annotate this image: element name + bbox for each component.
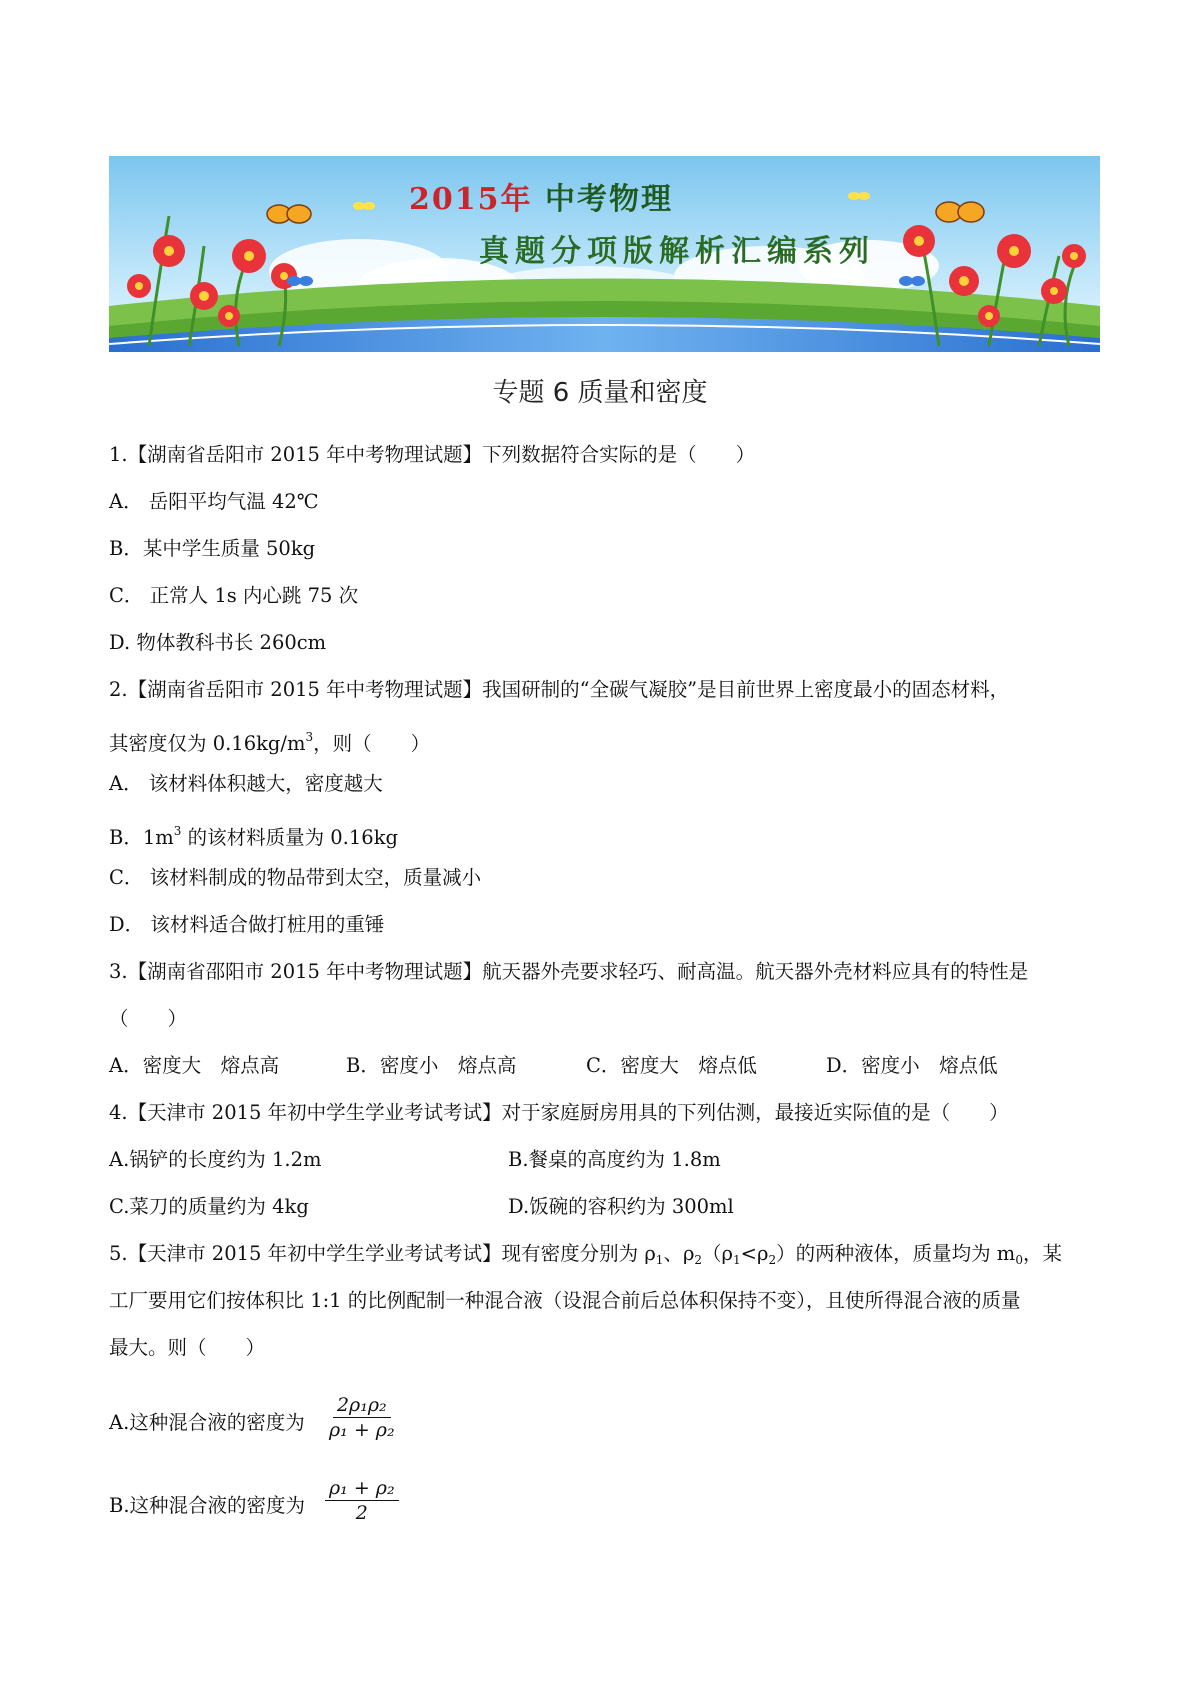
fraction-denominator: ρ₁ + ρ₂ — [329, 1419, 395, 1441]
subscript: 1 — [733, 1253, 741, 1267]
fraction-denominator: 2 — [355, 1502, 368, 1524]
q4-option-b: B.餐桌的高度约为 1.8m — [508, 1148, 721, 1171]
q3-option-a: A．密度大 熔点高 — [109, 1054, 280, 1077]
subscript: 0 — [1015, 1253, 1023, 1267]
q1-option-a: A． 岳阳平均气温 42℃ — [109, 490, 319, 513]
banner-title-line1 — [409, 174, 673, 218]
q5-option-b-label: B.这种混合液的密度为 — [109, 1494, 306, 1517]
q5-stem-part: 5.【天津市 2015 年初中学生学业考试考试】现有密度分别为 ρ — [109, 1242, 656, 1265]
q5-stem-part: 、ρ — [663, 1242, 695, 1265]
q5-stem-part: ）的两种液体，质量均为 m — [776, 1242, 1016, 1265]
q2-option-b-pre: B．1m — [109, 826, 174, 849]
q5-stem-part: ，某 — [1022, 1242, 1062, 1265]
q1-option-b: B．某中学生质量 50kg — [109, 537, 316, 560]
q5-stem-line1 — [109, 1241, 1062, 1273]
q2-stem-line2 — [109, 724, 430, 757]
q1-option-d: D. 物体教科书长 260cm — [109, 631, 327, 654]
q2-stem-exponent: 3 — [305, 730, 314, 744]
subscript: 2 — [694, 1253, 703, 1267]
banner-subject: 中考物理 — [532, 182, 673, 217]
subscript: 2 — [768, 1253, 777, 1267]
q5-stem-part: （ρ — [702, 1242, 734, 1265]
banner-title-line2: 真题分项版解析汇编系列 — [479, 234, 875, 269]
q3-option-d: D．密度小 熔点低 — [826, 1054, 998, 1077]
q2-option-b-post: 的该材料质量为 0.16kg — [181, 826, 398, 849]
q2-stem-end: ，则（ ） — [313, 732, 431, 755]
q2-option-b-exponent: 3 — [173, 824, 182, 838]
q3-option-b: B．密度小 熔点高 — [346, 1054, 517, 1077]
q4-option-a: A.锅铲的长度约为 1.2m — [109, 1148, 322, 1171]
q1-stem: 1.【湖南省岳阳市 2015 年中考物理试题】下列数据符合实际的是（ ） — [109, 443, 756, 466]
header-banner — [109, 156, 1100, 352]
q2-stem-line1: 2.【湖南省岳阳市 2015 年中考物理试题】我国研制的“全碳气凝胶”是目前世界上密度最小的固态材料， — [109, 678, 1010, 701]
q2-option-a: A． 该材料体积越大，密度越大 — [109, 772, 383, 795]
q5-option-b-fraction — [325, 1476, 399, 1525]
page-title: 专题 6 质量和密度 — [492, 378, 708, 408]
q5-option-a-fraction — [325, 1393, 399, 1442]
q2-stem-text: 其密度仅为 0.16kg/m — [109, 732, 306, 755]
q3-stem-line1: 3.【湖南省邵阳市 2015 年中考物理试题】航天器外壳要求轻巧、耐高温。航天器外壳材料应具有的特性是 — [109, 960, 1029, 983]
q5-option-a-label: A.这种混合液的密度为 — [109, 1411, 305, 1434]
q4-option-c: C.菜刀的质量约为 4kg — [109, 1195, 309, 1218]
banner-year: 2015年 — [409, 182, 533, 217]
q1-option-c: C． 正常人 1s 内心跳 75 次 — [109, 584, 359, 607]
subscript: 1 — [655, 1253, 664, 1267]
q4-option-d: D.饭碗的容积约为 300ml — [508, 1195, 734, 1218]
fraction-numerator: ρ₁ + ρ₂ — [325, 1476, 399, 1501]
q4-stem: 4.【天津市 2015 年初中学生学业考试考试】对于家庭厨房用具的下列估测，最接近实际值的是（ ） — [109, 1101, 1009, 1124]
q3-option-c: C．密度大 熔点低 — [586, 1054, 757, 1077]
q5-stem-line3: 最大。则（ ） — [109, 1336, 266, 1359]
q5-stem-part: <ρ — [740, 1242, 769, 1265]
q2-option-d: D． 该材料适合做打桩用的重锤 — [109, 913, 385, 936]
q2-option-c: C． 该材料制成的物品带到太空，质量减小 — [109, 866, 482, 889]
q3-stem-line2: （ ） — [109, 1007, 188, 1030]
fraction-numerator: 2ρ₁ρ₂ — [333, 1393, 391, 1418]
q2-option-b — [109, 818, 398, 851]
q5-stem-line2: 工厂要用它们按体积比 1:1 的比例配制一种混合液（设混合前后总体积保持不变），且使所得混合液的质量 — [109, 1289, 1021, 1312]
